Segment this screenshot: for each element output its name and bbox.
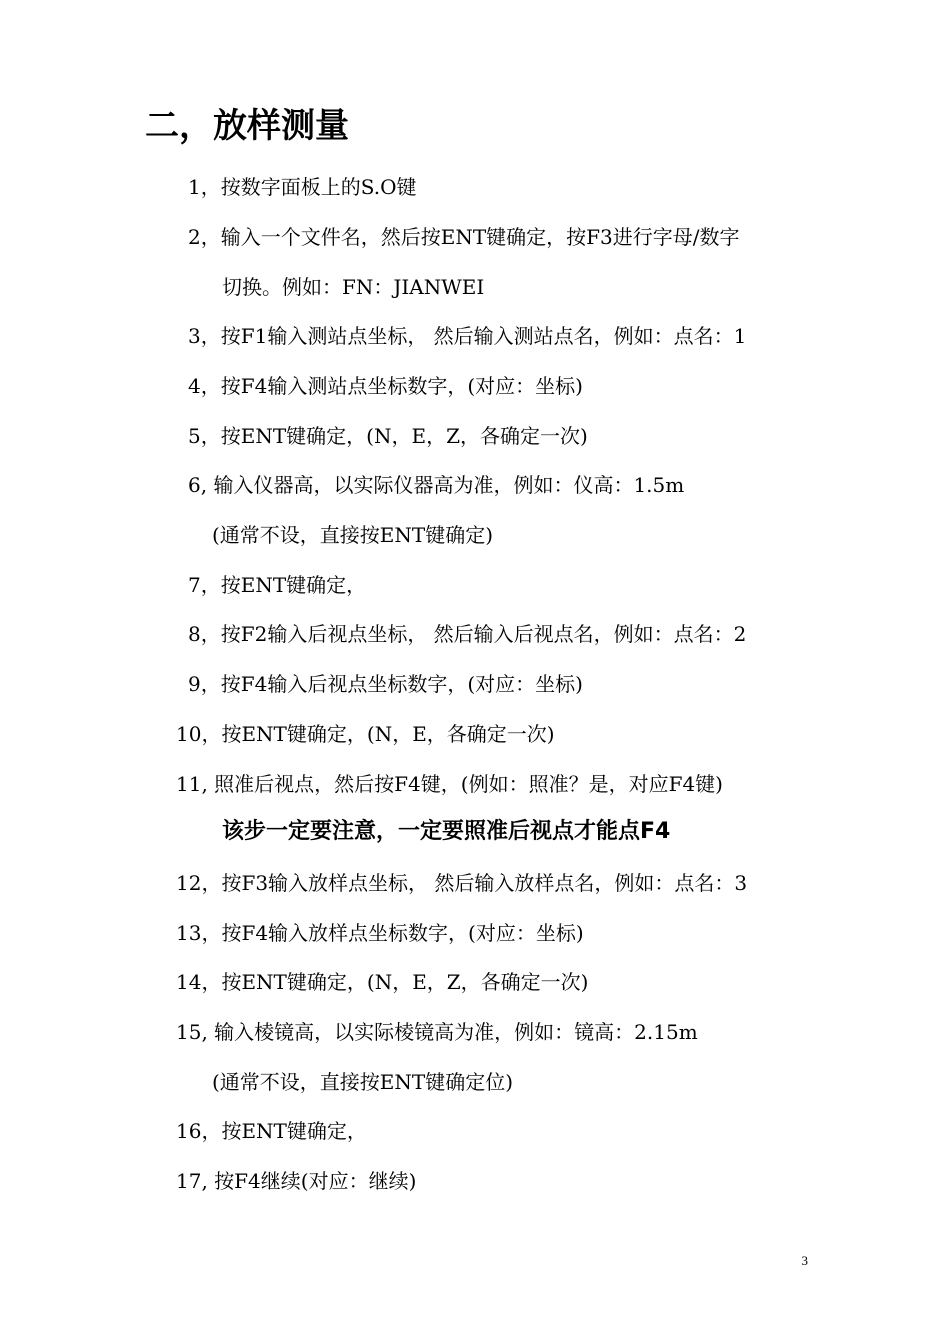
step-7: 7，按ENT键确定， [188,573,367,597]
step-6-note: (通常不设，直接按ENT键确定) [212,523,494,547]
step-13: 13，按F4输入放样点坐标数字，(对应：坐标) [176,921,584,945]
section-title: 二，放样测量 [145,106,349,146]
step-9: 9，按F4输入后视点坐标数字，(对应：坐标) [188,672,583,696]
step-3: 3，按F1输入测站点坐标， 然后输入测站点名，例如：点名：1 [188,324,747,348]
step-17: 17, 按F4继续(对应：继续) [176,1169,417,1193]
step-6: 6, 输入仪器高，以实际仪器高为准，例如：仪高：1.5m [188,473,685,497]
step-10: 10，按ENT键确定，(N，E，各确定一次) [176,722,555,746]
step-14: 14，按ENT键确定，(N，E，Z，各确定一次) [176,970,589,994]
step-11: 11, 照准后视点，然后按F4键，(例如：照准？是，对应F4键) [176,772,723,796]
step-15: 15, 输入棱镜高，以实际棱镜高为准，例如：镜高：2.15m [176,1020,698,1044]
step-11-warning: 该步一定要注意，一定要照准后视点才能点F4 [222,819,671,844]
page-number: 3 [801,1253,808,1268]
step-2: 2，输入一个文件名，然后按ENT键确定，按F3进行字母/数字 [188,225,740,249]
step-12: 12，按F3输入放样点坐标， 然后输入放样点名，例如：点名：3 [176,871,748,895]
step-1: 1，按数字面板上的S.O键 [188,175,417,199]
step-15-note: (通常不设，直接按ENT键确定位) [212,1070,514,1094]
step-8: 8，按F2输入后视点坐标， 然后输入后视点名，例如：点名：2 [188,622,747,646]
step-5: 5，按ENT键确定，(N，E，Z，各确定一次) [188,424,588,448]
step-16: 16，按ENT键确定， [176,1119,367,1143]
step-4: 4，按F4输入测站点坐标数字，(对应：坐标) [188,374,583,398]
step-2-continuation: 切换。例如：FN：JIANWEI [222,275,485,299]
